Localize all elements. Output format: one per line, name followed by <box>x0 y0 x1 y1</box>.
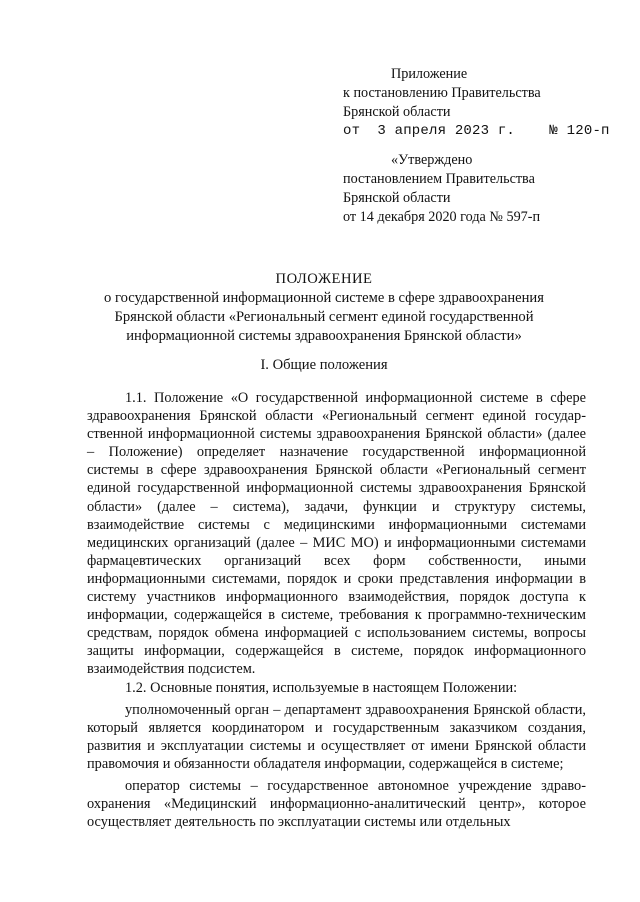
title-heading: ПОЛОЖЕНИЕ <box>275 271 373 287</box>
paragraph-1-1: 1.1. Положение «О государственной информационной системе в сфере здравоохранения Брянской области «Региональный сегмент единой государ-ственной информационной системы здравоохранения Брянской области» (далее – Положение) определяет назначение государственной информационной системы в сфере здравоохранения Брянской области «Региональный сегмент единой государственной информационной системы здравоохранения Брянской области» (далее – система), задачи, функции и структуру системы, взаимодействие системы с медицинскими информационными системами медицинских организаций (далее – МИС МО) и информационными системами фармацевтических организаций всех форм собственности, иными информационными системами, порядок и сроки представления информации в систему участников информационного взаимодействия, порядок доступа к информации, содержащейся в системе, требования к программно-техническим средствам, порядок обмена информацией с использованием системы, вопросы защиты информации, содержащейся в системе, порядок информационного взаимодействия подсистем. <box>87 390 586 678</box>
section-heading: I. Общие положения <box>260 357 388 373</box>
approved-heading: «Утверждено <box>391 152 473 168</box>
appendix-line-resolution: к постановлению Правительства <box>343 85 541 101</box>
paragraph-system-operator: оператор системы – государственное автономное учреждение здраво-охранения «Медицинский информационно-аналитический центр», которое осуществляет деятельность по эксплуатации системы или отдельных <box>87 777 586 831</box>
title-line-3: информационной системы здравоохранения Брянской области» <box>126 328 522 344</box>
document-title <box>84 270 564 346</box>
paragraph-1-2: 1.2. Основные понятия, используемые в настоящем Положении: <box>125 679 518 696</box>
title-line-2: Брянской области «Региональный сегмент единой государственной <box>114 309 534 325</box>
appendix-line-region: Брянской области <box>343 104 451 120</box>
body-text <box>87 389 586 831</box>
title-line-1: о государственной информационной системе в сфере здравоохранения <box>104 290 544 306</box>
approved-line-region: Брянской области <box>343 190 451 206</box>
approved-date-number: от 14 декабря 2020 года № 597-п <box>343 209 541 225</box>
approved-block <box>343 151 623 227</box>
approved-line-resolution: постановлением Правительства <box>343 171 535 187</box>
appendix-block <box>343 65 623 141</box>
appendix-heading: Приложение <box>391 66 468 82</box>
paragraph-authorized-body: уполномоченный орган – департамент здравоохранения Брянской области, который является координатором и государственным заказчиком создания, развития и эксплуатации системы и осуществляет от имени Брянской области правомочия и обязанности обладателя информации, содержащейся в системе; <box>87 701 586 772</box>
appendix-date-number: от 3 апреля 2023 г. № 120-п <box>343 123 610 139</box>
